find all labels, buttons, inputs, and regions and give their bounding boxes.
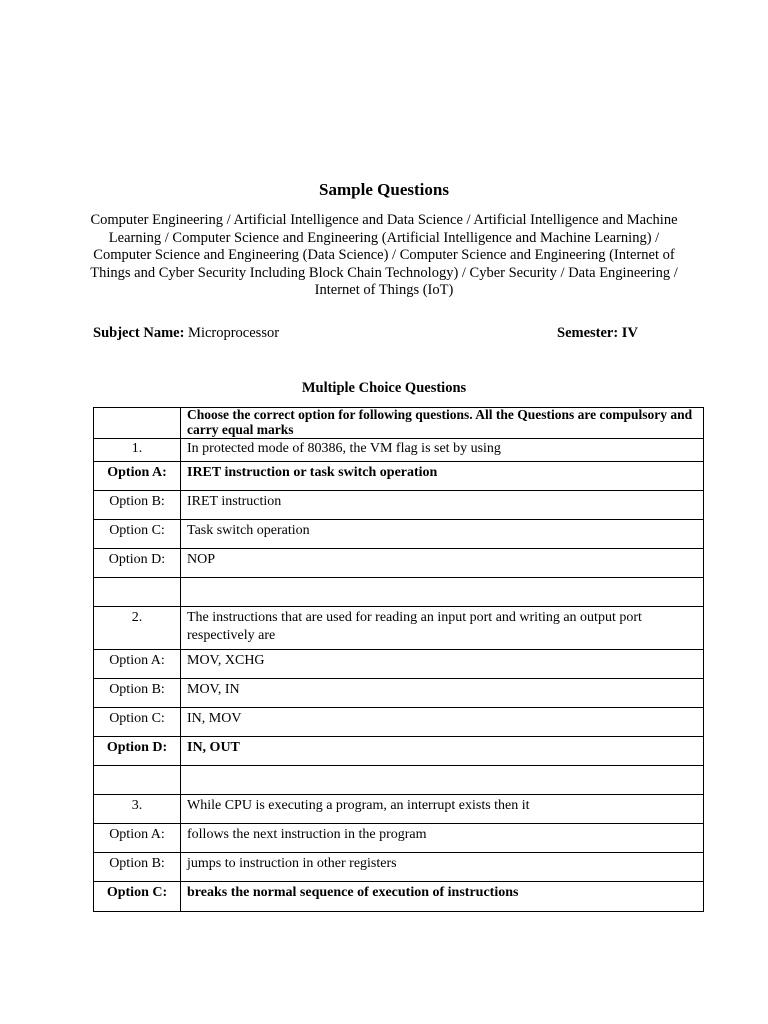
option-text: follows the next instruction in the program [181,824,704,853]
option-text: breaks the normal sequence of execution of instructions [181,882,704,912]
option-text: NOP [181,549,704,578]
option-row [94,853,704,882]
option-text: jumps to instruction in other registers [181,853,704,882]
option-row-correct [94,462,704,491]
subject-line [93,325,279,342]
semester: Semester: IV [557,325,638,341]
option-text: IN, OUT [181,737,704,766]
option-row [94,679,704,708]
option-row [94,491,704,520]
option-label: Option D: [94,549,181,578]
option-label: Option B: [94,853,181,882]
table-cell [94,766,181,795]
question-row [94,439,704,462]
instruction-text: Choose the correct option for following questions. All the Questions are compulsory and carry equal marks [181,408,704,439]
option-row [94,708,704,737]
option-text: IRET instruction or task switch operation [181,462,704,491]
spacer-row [94,766,704,795]
table-cell [181,766,704,795]
question-row [94,607,704,650]
question-text: While CPU is executing a program, an interrupt exists then it [181,795,704,824]
table-cell [94,408,181,439]
option-row [94,520,704,549]
option-row [94,650,704,679]
option-label: Option C: [94,708,181,737]
option-row-correct [94,737,704,766]
spacer-row [94,578,704,607]
page-title: Sample Questions [319,180,449,199]
option-label: Option B: [94,491,181,520]
section-heading: Multiple Choice Questions [301,380,467,396]
option-row [94,549,704,578]
option-label: Option A: [94,462,181,491]
option-text: MOV, IN [181,679,704,708]
option-row-correct [94,882,704,912]
option-text: Task switch operation [181,520,704,549]
option-label: Option A: [94,650,181,679]
option-label: Option C: [94,882,181,912]
option-text: IN, MOV [181,708,704,737]
option-text: IRET instruction [181,491,704,520]
option-text: MOV, XCHG [181,650,704,679]
option-label: Option B: [94,679,181,708]
subject-label: Subject Name: [93,325,185,341]
option-label: Option D: [94,737,181,766]
option-label: Option C: [94,520,181,549]
question-row [94,795,704,824]
subject-value: Microprocessor [188,325,280,341]
instruction-row [94,408,704,439]
programs-list: Computer Engineering / Artificial Intelligence and Data Science / Artificial Intelligence and Machine Learning / Computer Science and Engineering (Artificial Intelligence and Machine Learning) / Computer Science and Engineering (Data Science) / Computer Science and Engineering (Internet of Things and Cyber Security Including Block Chain Technology) / Cyber Security / Data Engineering / Internet of Things (IoT) [90,212,678,298]
question-number: 2. [94,607,181,650]
option-label: Option A: [94,824,181,853]
table-cell [181,578,704,607]
question-number: 1. [94,439,181,462]
questions-table [93,407,704,912]
question-text: In protected mode of 80386, the VM flag is set by using [181,439,704,462]
question-text: The instructions that are used for reading an input port and writing an output port respectively are [181,607,704,650]
option-row [94,824,704,853]
question-number: 3. [94,795,181,824]
table-cell [94,578,181,607]
